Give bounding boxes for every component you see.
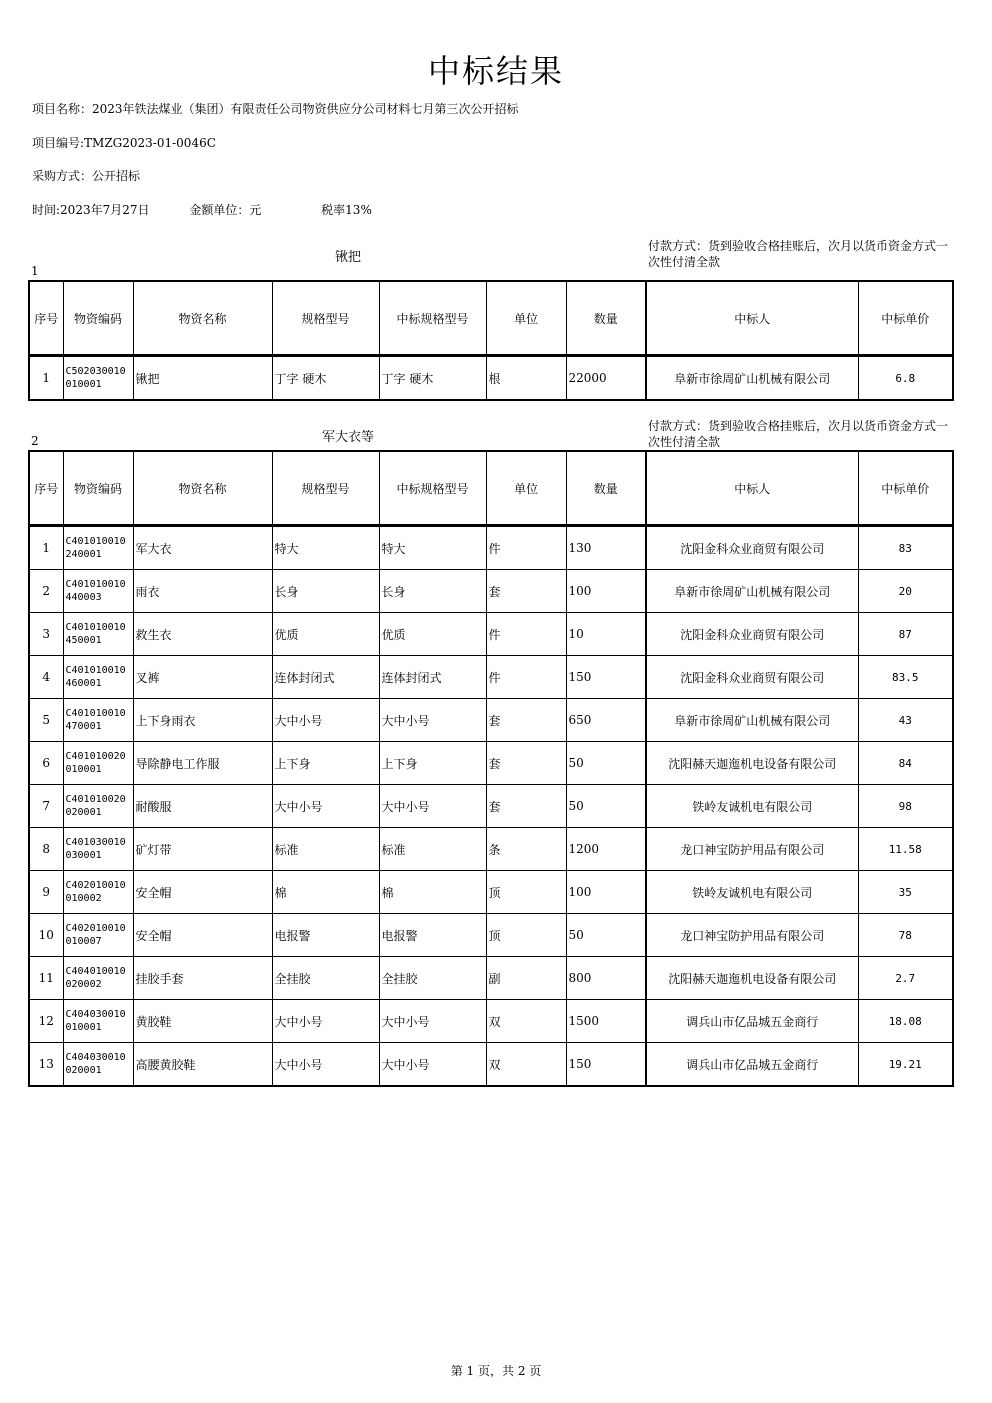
unit-price-cell: 35: [858, 871, 953, 914]
material-code-cell: C402010010010007: [63, 914, 133, 957]
unit-price-cell: 20: [858, 570, 953, 613]
column-header: 规格型号: [272, 451, 379, 526]
winner-cell: 调兵山市亿品城五金商行: [646, 1043, 858, 1087]
table-row: [29, 785, 953, 828]
winning-spec-cell: 标准: [379, 828, 486, 871]
unit-cell: 双: [486, 1043, 566, 1087]
spec-cell: 电报警: [272, 914, 379, 957]
winning-spec-cell: 棉: [379, 871, 486, 914]
table-row: [29, 656, 953, 699]
time: 时间:2023年7月27日: [32, 203, 150, 217]
column-header: 序号: [29, 451, 63, 526]
column-header: 物资名称: [133, 451, 272, 526]
row-index-cell: 7: [29, 785, 63, 828]
quantity-cell: 1500: [566, 1000, 646, 1043]
winner-cell: 阜新市徐周矿山机械有限公司: [646, 699, 858, 742]
payment-terms: 付款方式：货到验收合格挂账后，次月以货币资金方式一次性付清全款: [648, 239, 949, 269]
quantity-cell: 1200: [566, 828, 646, 871]
column-header: 单位: [486, 281, 566, 356]
unit-cell: 副: [486, 957, 566, 1000]
column-header: 物资编码: [63, 281, 133, 356]
column-header: 物资名称: [133, 281, 272, 356]
quantity-cell: 130: [566, 526, 646, 570]
column-header: 中标单价: [858, 451, 953, 526]
material-name-cell: 安全帽: [133, 871, 272, 914]
winning-spec-cell: 大中小号: [379, 699, 486, 742]
material-name-cell: 高腰黄胶鞋: [133, 1043, 272, 1087]
project-number: 项目编号:TMZG2023-01-0046C: [32, 136, 216, 150]
column-header: 单位: [486, 451, 566, 526]
spec-cell: 全挂胶: [272, 957, 379, 1000]
table-row: [29, 742, 953, 785]
spec-cell: 大中小号: [272, 699, 379, 742]
winner-cell: 沈阳赫天迦迤机电设备有限公司: [646, 957, 858, 1000]
winner-cell: 沈阳赫天迦迤机电设备有限公司: [646, 742, 858, 785]
table-row: [29, 914, 953, 957]
spec-cell: 大中小号: [272, 1000, 379, 1043]
column-header: 物资编码: [63, 451, 133, 526]
unit-price-cell: 2.7: [858, 957, 953, 1000]
quantity-cell: 800: [566, 957, 646, 1000]
unit-price-cell: 84: [858, 742, 953, 785]
unit-price-cell: 6.8: [858, 356, 953, 401]
spec-cell: 上下身: [272, 742, 379, 785]
material-name-cell: 矿灯带: [133, 828, 272, 871]
winner-cell: 调兵山市亿品城五金商行: [646, 1000, 858, 1043]
unit-price-cell: 11.58: [858, 828, 953, 871]
column-header: 中标人: [646, 281, 858, 356]
winning-spec-cell: 优质: [379, 613, 486, 656]
unit-cell: 件: [486, 613, 566, 656]
column-header: 中标人: [646, 451, 858, 526]
table-row: [29, 613, 953, 656]
unit-cell: 套: [486, 699, 566, 742]
winner-cell: 铁岭友诚机电有限公司: [646, 785, 858, 828]
material-name-cell: 叉裤: [133, 656, 272, 699]
material-code-cell: C401010010470001: [63, 699, 133, 742]
spec-cell: 棉: [272, 871, 379, 914]
spec-cell: 大中小号: [272, 785, 379, 828]
spec-cell: 大中小号: [272, 1043, 379, 1087]
section-name: 锹把: [334, 250, 361, 265]
row-index-cell: 13: [29, 1043, 63, 1087]
table-row: [29, 871, 953, 914]
quantity-cell: 50: [566, 742, 646, 785]
column-header: 数量: [566, 451, 646, 526]
row-index-cell: 9: [29, 871, 63, 914]
unit-cell: 条: [486, 828, 566, 871]
unit-cell: 套: [486, 742, 566, 785]
winner-cell: 龙口神宝防护用品有限公司: [646, 828, 858, 871]
quantity-cell: 10: [566, 613, 646, 656]
row-index-cell: 6: [29, 742, 63, 785]
spec-cell: 连体封闭式: [272, 656, 379, 699]
spec-cell: 长身: [272, 570, 379, 613]
winner-cell: 沈阳金科众业商贸有限公司: [646, 656, 858, 699]
quantity-cell: 150: [566, 656, 646, 699]
material-name-cell: 上下身雨衣: [133, 699, 272, 742]
row-index-cell: 3: [29, 613, 63, 656]
material-name-cell: 救生衣: [133, 613, 272, 656]
spec-cell: 特大: [272, 526, 379, 570]
row-index-cell: 1: [29, 526, 63, 570]
unit-price-cell: 83.5: [858, 656, 953, 699]
row-index-cell: 5: [29, 699, 63, 742]
material-code-cell: C401010010440003: [63, 570, 133, 613]
unit-cell: 套: [486, 785, 566, 828]
material-code-cell: C402010010010002: [63, 871, 133, 914]
winning-spec-cell: 电报警: [379, 914, 486, 957]
material-name-cell: 雨衣: [133, 570, 272, 613]
section-number: 1: [31, 264, 39, 278]
material-code-cell: C401010010240001: [63, 526, 133, 570]
material-name-cell: 耐酸服: [133, 785, 272, 828]
winning-spec-cell: 上下身: [379, 742, 486, 785]
row-index-cell: 10: [29, 914, 63, 957]
spec-cell: 标准: [272, 828, 379, 871]
material-code-cell: C401010010460001: [63, 656, 133, 699]
quantity-cell: 22000: [566, 356, 646, 401]
spec-cell: 优质: [272, 613, 379, 656]
unit-price-cell: 19.21: [858, 1043, 953, 1087]
winning-spec-cell: 特大: [379, 526, 486, 570]
winning-spec-cell: 丁字 硬木: [379, 356, 486, 401]
material-name-cell: 锹把: [133, 356, 272, 401]
column-header: 中标规格型号: [379, 281, 486, 356]
quantity-cell: 100: [566, 871, 646, 914]
table-header-row: [29, 451, 953, 526]
tax-rate: 税率13%: [321, 203, 372, 217]
section-name: 军大衣等: [321, 430, 374, 445]
winner-cell: 阜新市徐周矿山机械有限公司: [646, 356, 858, 401]
unit-cell: 双: [486, 1000, 566, 1043]
table-row: [29, 570, 953, 613]
material-name-cell: 安全帽: [133, 914, 272, 957]
table-row: [29, 1000, 953, 1043]
winner-cell: 沈阳金科众业商贸有限公司: [646, 613, 858, 656]
material-code-cell: C401010020010001: [63, 742, 133, 785]
unit-price-cell: 18.08: [858, 1000, 953, 1043]
table-row: [29, 828, 953, 871]
quantity-cell: 100: [566, 570, 646, 613]
column-header: 规格型号: [272, 281, 379, 356]
unit-price-cell: 43: [858, 699, 953, 742]
unit-cell: 件: [486, 526, 566, 570]
material-name-cell: 军大衣: [133, 526, 272, 570]
winning-spec-cell: 大中小号: [379, 1043, 486, 1087]
quantity-cell: 650: [566, 699, 646, 742]
row-index-cell: 4: [29, 656, 63, 699]
winning-spec-cell: 全挂胶: [379, 957, 486, 1000]
column-header: 中标单价: [858, 281, 953, 356]
table-row: [29, 699, 953, 742]
material-name-cell: 黄胶鞋: [133, 1000, 272, 1043]
payment-terms: 付款方式：货到验收合格挂账后，次月以货币资金方式一次性付清全款: [648, 419, 949, 449]
bid-table: [28, 280, 954, 401]
unit-price-cell: 87: [858, 613, 953, 656]
material-name-cell: 挂胶手套: [133, 957, 272, 1000]
unit-cell: 套: [486, 570, 566, 613]
unit-cell: 件: [486, 656, 566, 699]
table-row: [29, 957, 953, 1000]
material-code-cell: C404030010010001: [63, 1000, 133, 1043]
material-code-cell: C502030010010001: [63, 356, 133, 401]
unit-price-cell: 98: [858, 785, 953, 828]
material-code-cell: C404030010020001: [63, 1043, 133, 1087]
unit-price-cell: 83: [858, 526, 953, 570]
material-name-cell: 导除静电工作服: [133, 742, 272, 785]
table-row: [29, 526, 953, 570]
quantity-cell: 50: [566, 785, 646, 828]
winning-spec-cell: 大中小号: [379, 1000, 486, 1043]
unit-cell: 顶: [486, 871, 566, 914]
document-title: 中标结果: [427, 52, 564, 90]
row-index-cell: 12: [29, 1000, 63, 1043]
unit-cell: 顶: [486, 914, 566, 957]
spec-cell: 丁字 硬木: [272, 356, 379, 401]
column-header: 序号: [29, 281, 63, 356]
winner-cell: 阜新市徐周矿山机械有限公司: [646, 570, 858, 613]
material-code-cell: C404010010020002: [63, 957, 133, 1000]
unit-cell: 根: [486, 356, 566, 401]
winning-spec-cell: 连体封闭式: [379, 656, 486, 699]
column-header: 数量: [566, 281, 646, 356]
winning-spec-cell: 大中小号: [379, 785, 486, 828]
winner-cell: 龙口神宝防护用品有限公司: [646, 914, 858, 957]
winner-cell: 铁岭友诚机电有限公司: [646, 871, 858, 914]
row-index-cell: 8: [29, 828, 63, 871]
currency-unit: 金额单位：元: [189, 203, 262, 217]
material-code-cell: C401030010030001: [63, 828, 133, 871]
column-header: 中标规格型号: [379, 451, 486, 526]
quantity-cell: 50: [566, 914, 646, 957]
row-index-cell: 11: [29, 957, 63, 1000]
project-name: 项目名称：2023年铁法煤业（集团）有限责任公司物资供应分公司材料七月第三次公开招标: [32, 102, 519, 116]
winner-cell: 沈阳金科众业商贸有限公司: [646, 526, 858, 570]
table-row: [29, 356, 953, 401]
quantity-cell: 150: [566, 1043, 646, 1087]
time-line: [32, 201, 372, 218]
section-number: 2: [31, 434, 39, 448]
row-index-cell: 1: [29, 356, 63, 401]
row-index-cell: 2: [29, 570, 63, 613]
material-code-cell: C401010010450001: [63, 613, 133, 656]
winning-spec-cell: 长身: [379, 570, 486, 613]
page-footer: 第 1 页，共 2 页: [450, 1364, 542, 1378]
material-code-cell: C401010020020001: [63, 785, 133, 828]
purchase-method: 采购方式：公开招标: [32, 169, 141, 183]
bid-table: [28, 450, 954, 1087]
unit-price-cell: 78: [858, 914, 953, 957]
table-row: [29, 1043, 953, 1087]
table-header-row: [29, 281, 953, 356]
